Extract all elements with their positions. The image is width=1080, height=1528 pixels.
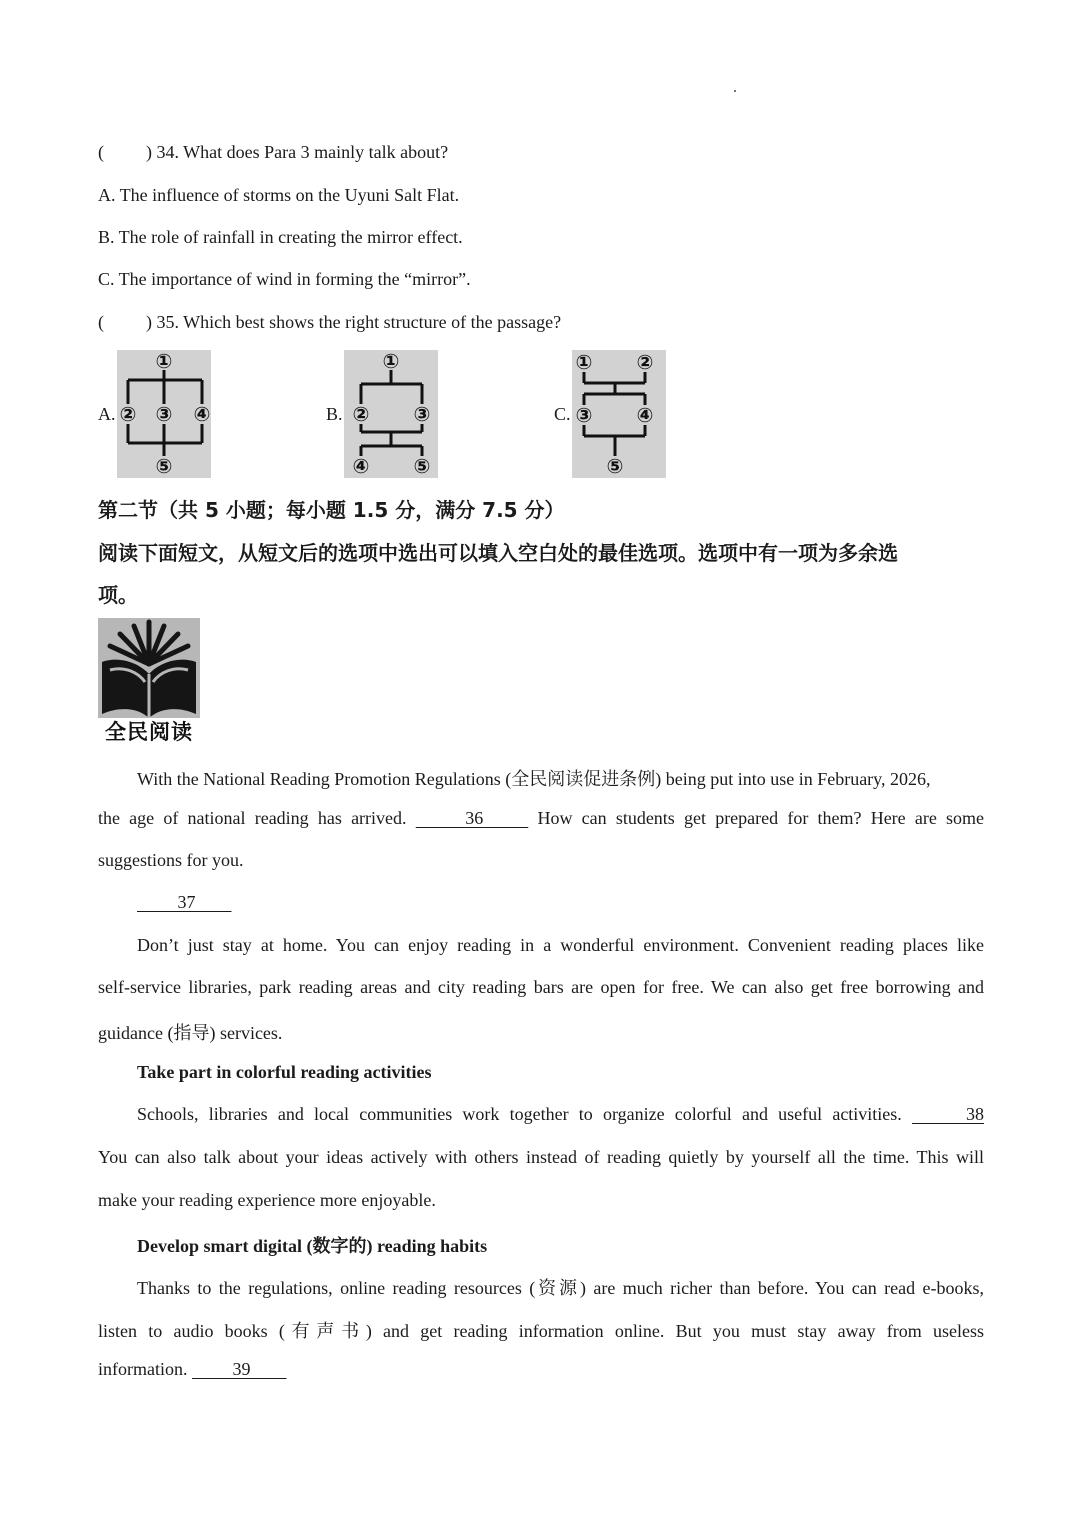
scan-speck bbox=[734, 90, 736, 92]
blank-39[interactable]: 39 bbox=[232, 1359, 251, 1379]
section-heading: 第二节（共 5 小题；每小题 1.5 分，满分 7.5 分） bbox=[98, 498, 565, 522]
q34-option-c: C. The importance of wind in forming the “mirror”. bbox=[98, 269, 471, 289]
passage-para-3-line-2: You can also talk about your ideas actively with others instead of reading quietly by yourself all the time. This will bbox=[98, 1147, 984, 1167]
logo-text: 全民阅读 bbox=[98, 718, 200, 746]
subheading-digital: Develop smart digital (数字的) reading habits bbox=[137, 1236, 488, 1256]
node-3: ③ bbox=[413, 402, 431, 426]
subheading-activities: Take part in colorful reading activities bbox=[137, 1062, 432, 1082]
question-34 bbox=[98, 142, 448, 163]
passage-para-1-line-3: suggestions for you. bbox=[98, 850, 244, 870]
heading-blank-37[interactable]: 37 bbox=[177, 892, 196, 912]
node-4: ④ bbox=[352, 454, 370, 478]
q35-option-b-label: B. bbox=[326, 404, 343, 424]
passage-para-2-line-3: guidance (指导) services. bbox=[98, 1023, 283, 1043]
node-2: ② bbox=[636, 350, 654, 374]
node-4: ④ bbox=[636, 403, 654, 427]
question-34-stem: 34. What does Para 3 mainly talk about? bbox=[156, 142, 449, 162]
q34-option-b: B. The role of rainfall in creating the mirror effect. bbox=[98, 227, 463, 247]
structure-diagram-c bbox=[572, 350, 666, 478]
node-4: ④ bbox=[193, 402, 211, 426]
node-3: ③ bbox=[155, 402, 173, 426]
section-instruction: 阅读下面短文，从短文后的选项中选出可以填入空白处的最佳选项。选项中有一项为多余选 bbox=[98, 541, 898, 565]
node-5: ⑤ bbox=[413, 454, 431, 478]
node-2: ② bbox=[352, 402, 370, 426]
passage-para-4: Thanks to the regulations, online reading resources (资源) are much richer than before. You can read e-books, bbox=[137, 1278, 984, 1298]
blank-36[interactable]: 36 bbox=[465, 808, 484, 828]
node-5: ⑤ bbox=[155, 454, 173, 478]
node-1: ① bbox=[575, 350, 593, 374]
passage-para-2: Don’t just stay at home. You can enjoy reading in a wonderful environment. Convenient reading places like bbox=[137, 935, 984, 955]
blank-38[interactable]: 38 bbox=[966, 1104, 985, 1124]
passage-para-1-line-2: the age of national reading has arrived. 36 How can students get prepared for them? Here are some bbox=[98, 808, 985, 828]
section-instruction-cont: 项。 bbox=[98, 583, 138, 607]
passage-para-1: With the National Reading Promotion Regulations (全民阅读促进条例) being put into use in February, 2026, bbox=[137, 769, 931, 789]
passage-para-3: Schools, libraries and local communities work together to organize colorful and useful activities. 38 bbox=[137, 1104, 985, 1124]
passage-para-3-line-3: make your reading experience more enjoyable. bbox=[98, 1190, 436, 1210]
q34-option-a: A. The influence of storms on the Uyuni Salt Flat. bbox=[98, 185, 460, 205]
passage-para-4-line-2: listen to audio books (有声书) and get reading information online. But you must stay away from useless bbox=[98, 1321, 984, 1341]
node-3: ③ bbox=[575, 403, 593, 427]
node-2: ② bbox=[119, 402, 137, 426]
node-1: ① bbox=[155, 350, 173, 373]
passage-para-2-line-2: self-service libraries, park reading areas and city reading bars are open for free. We can also get free borrowing and bbox=[98, 977, 984, 997]
q35-option-c-label: C. bbox=[554, 404, 571, 424]
question-35 bbox=[98, 312, 561, 333]
national-reading-logo bbox=[98, 618, 200, 746]
structure-diagram-b bbox=[344, 350, 438, 478]
structure-diagram-a bbox=[117, 350, 211, 478]
question-35-stem: 35. Which best shows the right structure of the passage? bbox=[156, 312, 562, 332]
passage-para-4-line-3: information. 39 bbox=[98, 1359, 286, 1380]
answer-bracket[interactable]: ( ) bbox=[98, 142, 152, 162]
q35-option-a-label: A. bbox=[98, 404, 116, 424]
node-5: ⑤ bbox=[606, 454, 624, 478]
node-1: ① bbox=[382, 350, 400, 373]
answer-bracket[interactable]: ( ) bbox=[98, 312, 152, 332]
